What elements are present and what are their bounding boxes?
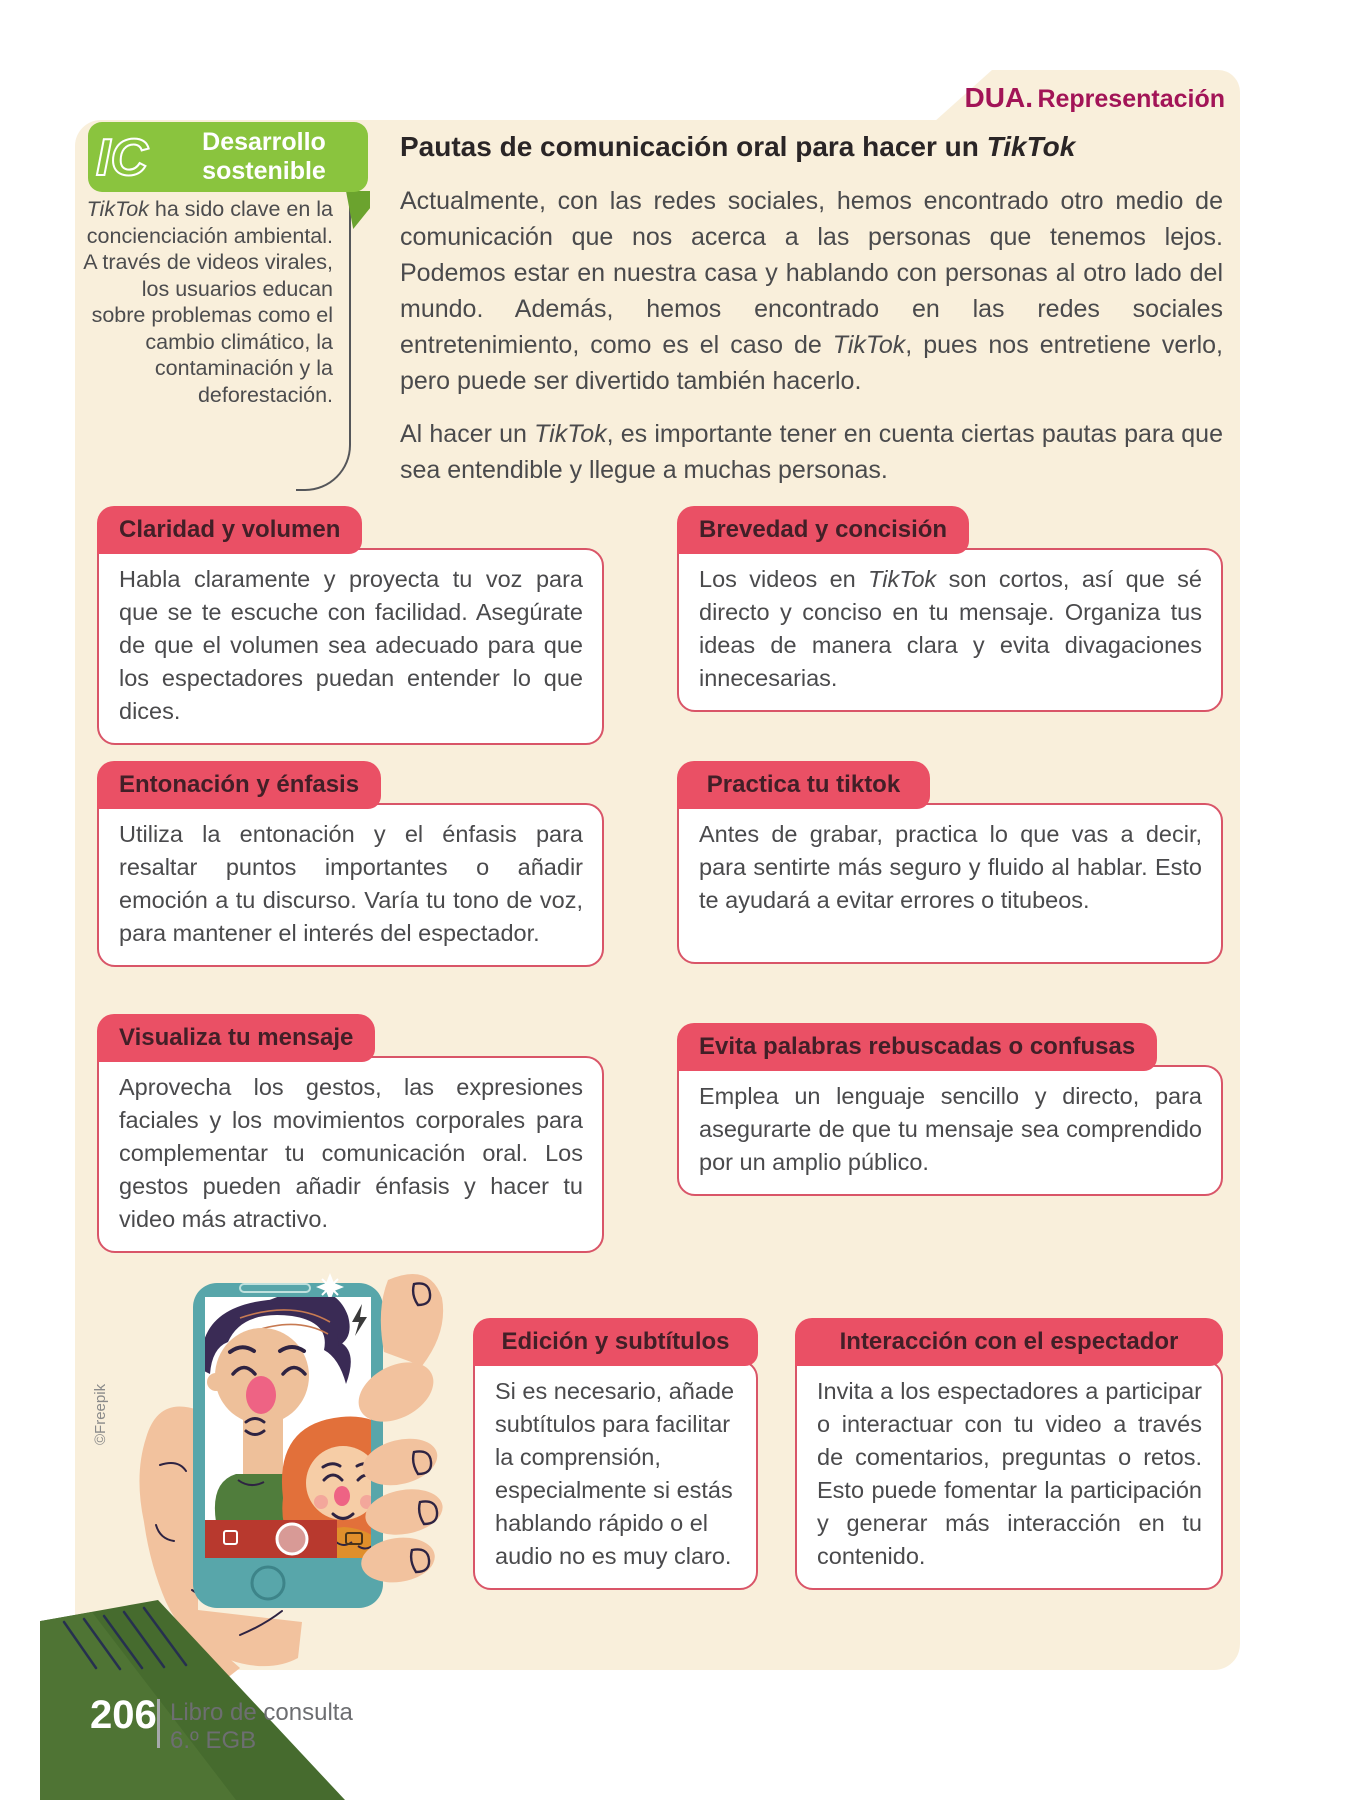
- card-body: Emplea un lenguaje sencillo y directo, para asegurarte de que tu mensaje sea comprendido por un amplio público.: [677, 1065, 1223, 1196]
- intro-text: [400, 183, 1223, 488]
- footer-divider: [157, 1699, 160, 1748]
- card-title: Evita palabras rebuscadas o confusas: [677, 1023, 1157, 1071]
- card-evita-palabras-rebuscadas: [677, 1023, 1223, 1196]
- intro-paragraph-1: Actualmente, con las redes sociales, hemos encontrado otro medio de comunicación que nos acerca a las personas que tenemos lejos. Podemos estar en nuestra casa y hablando con personas al otro lado del mundo. Además, hemos encontrado en las redes sociales entretenimiento, como es el caso de TikTok, pues nos entretiene verlo, pero puede ser divertido también hacerlo.: [400, 187, 1223, 395]
- card-body: Si es necesario, añade subtítulos para facilitar la comprensión, especialmente si estás hablando rápido o el audio no es muy claro.: [473, 1360, 758, 1590]
- sustainable-development-badge: [88, 122, 368, 192]
- ic-logo-icon: [94, 125, 166, 194]
- card-title: Interacción con el espectador: [795, 1318, 1223, 1366]
- card-entonacion-y-enfasis: [97, 761, 604, 967]
- card-visualiza-tu-mensaje: [97, 1014, 604, 1253]
- card-title: Edición y subtítulos: [473, 1318, 758, 1366]
- sidebar-bracket-line: [296, 204, 351, 491]
- card-title: Claridad y volumen: [97, 506, 362, 554]
- intro-paragraph-2: Al hacer un TikTok, es importante tener en cuenta ciertas pautas para que sea entendible y llegue a muchas personas.: [400, 420, 1223, 484]
- card-body: Habla claramente y proyecta tu voz para que se te escuche con facilidad. Asegúrate de que el volumen sea adecuado para que los espectadores puedan entender lo que dices.: [97, 548, 604, 745]
- ic-logo-text: IC: [96, 129, 148, 187]
- footer-book-title: Libro de consulta: [170, 1699, 353, 1726]
- card-body: Aprovecha los gestos, las expresiones faciales y los movimientos corporales para complementar tu comunicación oral. Los gestos pueden añadir énfasis y hacer tu video más atractivo.: [97, 1056, 604, 1253]
- sidebar-note: TikTok ha sido clave en la concienciación ambiental. A través de videos virales, los usuarios educan sobre problemas como el cambio climático, la contaminación y la deforestación.: [83, 197, 333, 407]
- dua-heading: [900, 82, 1225, 114]
- shutter-button: [277, 1524, 307, 1554]
- card-practica-tu-tiktok: [677, 761, 1223, 964]
- card-title: Visualiza tu mensaje: [97, 1014, 375, 1062]
- card-title: Practica tu tiktok: [677, 761, 930, 809]
- dua-label: DUA.: [964, 82, 1033, 113]
- card-interaccion-con-espectador: [795, 1318, 1223, 1590]
- card-body: Los videos en TikTok son cortos, así que sé directo y conciso en tu mensaje. Organiza tus ideas de manera clara y evita divagaciones innecesarias.: [677, 548, 1223, 712]
- card-body: Invita a los espectadores a participar o interactuar con tu video a través de comentarios, preguntas o retos. Esto puede fomentar la participación y generar más interacción en tu contenido.: [795, 1360, 1223, 1590]
- card-edicion-y-subtitulos: [473, 1318, 758, 1590]
- card-title: Brevedad y concisión: [677, 506, 969, 554]
- card-title: Entonación y énfasis: [97, 761, 381, 809]
- image-credit: ©Freepik: [92, 1383, 109, 1445]
- footer-grade: 6.º EGB: [170, 1727, 257, 1754]
- card-body: Antes de grabar, practica lo que vas a decir, para sentirte más seguro y fluido al hablar. Esto te ayudará a evitar errores o titubeos.: [677, 803, 1223, 964]
- page-number: 206: [90, 1693, 157, 1737]
- home-button: [252, 1567, 284, 1599]
- card-claridad-y-volumen: [97, 506, 604, 745]
- page-title: Pautas de comunicación oral para hacer un TikTok: [400, 131, 1076, 162]
- card-brevedad-y-concision: [677, 506, 1223, 712]
- card-body: Utiliza la entonación y el énfasis para resaltar puntos importantes o añadir emoción a tu discurso. Varía tu tono de voz, para mantener el interés del espectador.: [97, 803, 604, 967]
- dua-sublabel: Representación: [1037, 85, 1225, 113]
- badge-title: Desarrollo sostenible: [202, 128, 326, 185]
